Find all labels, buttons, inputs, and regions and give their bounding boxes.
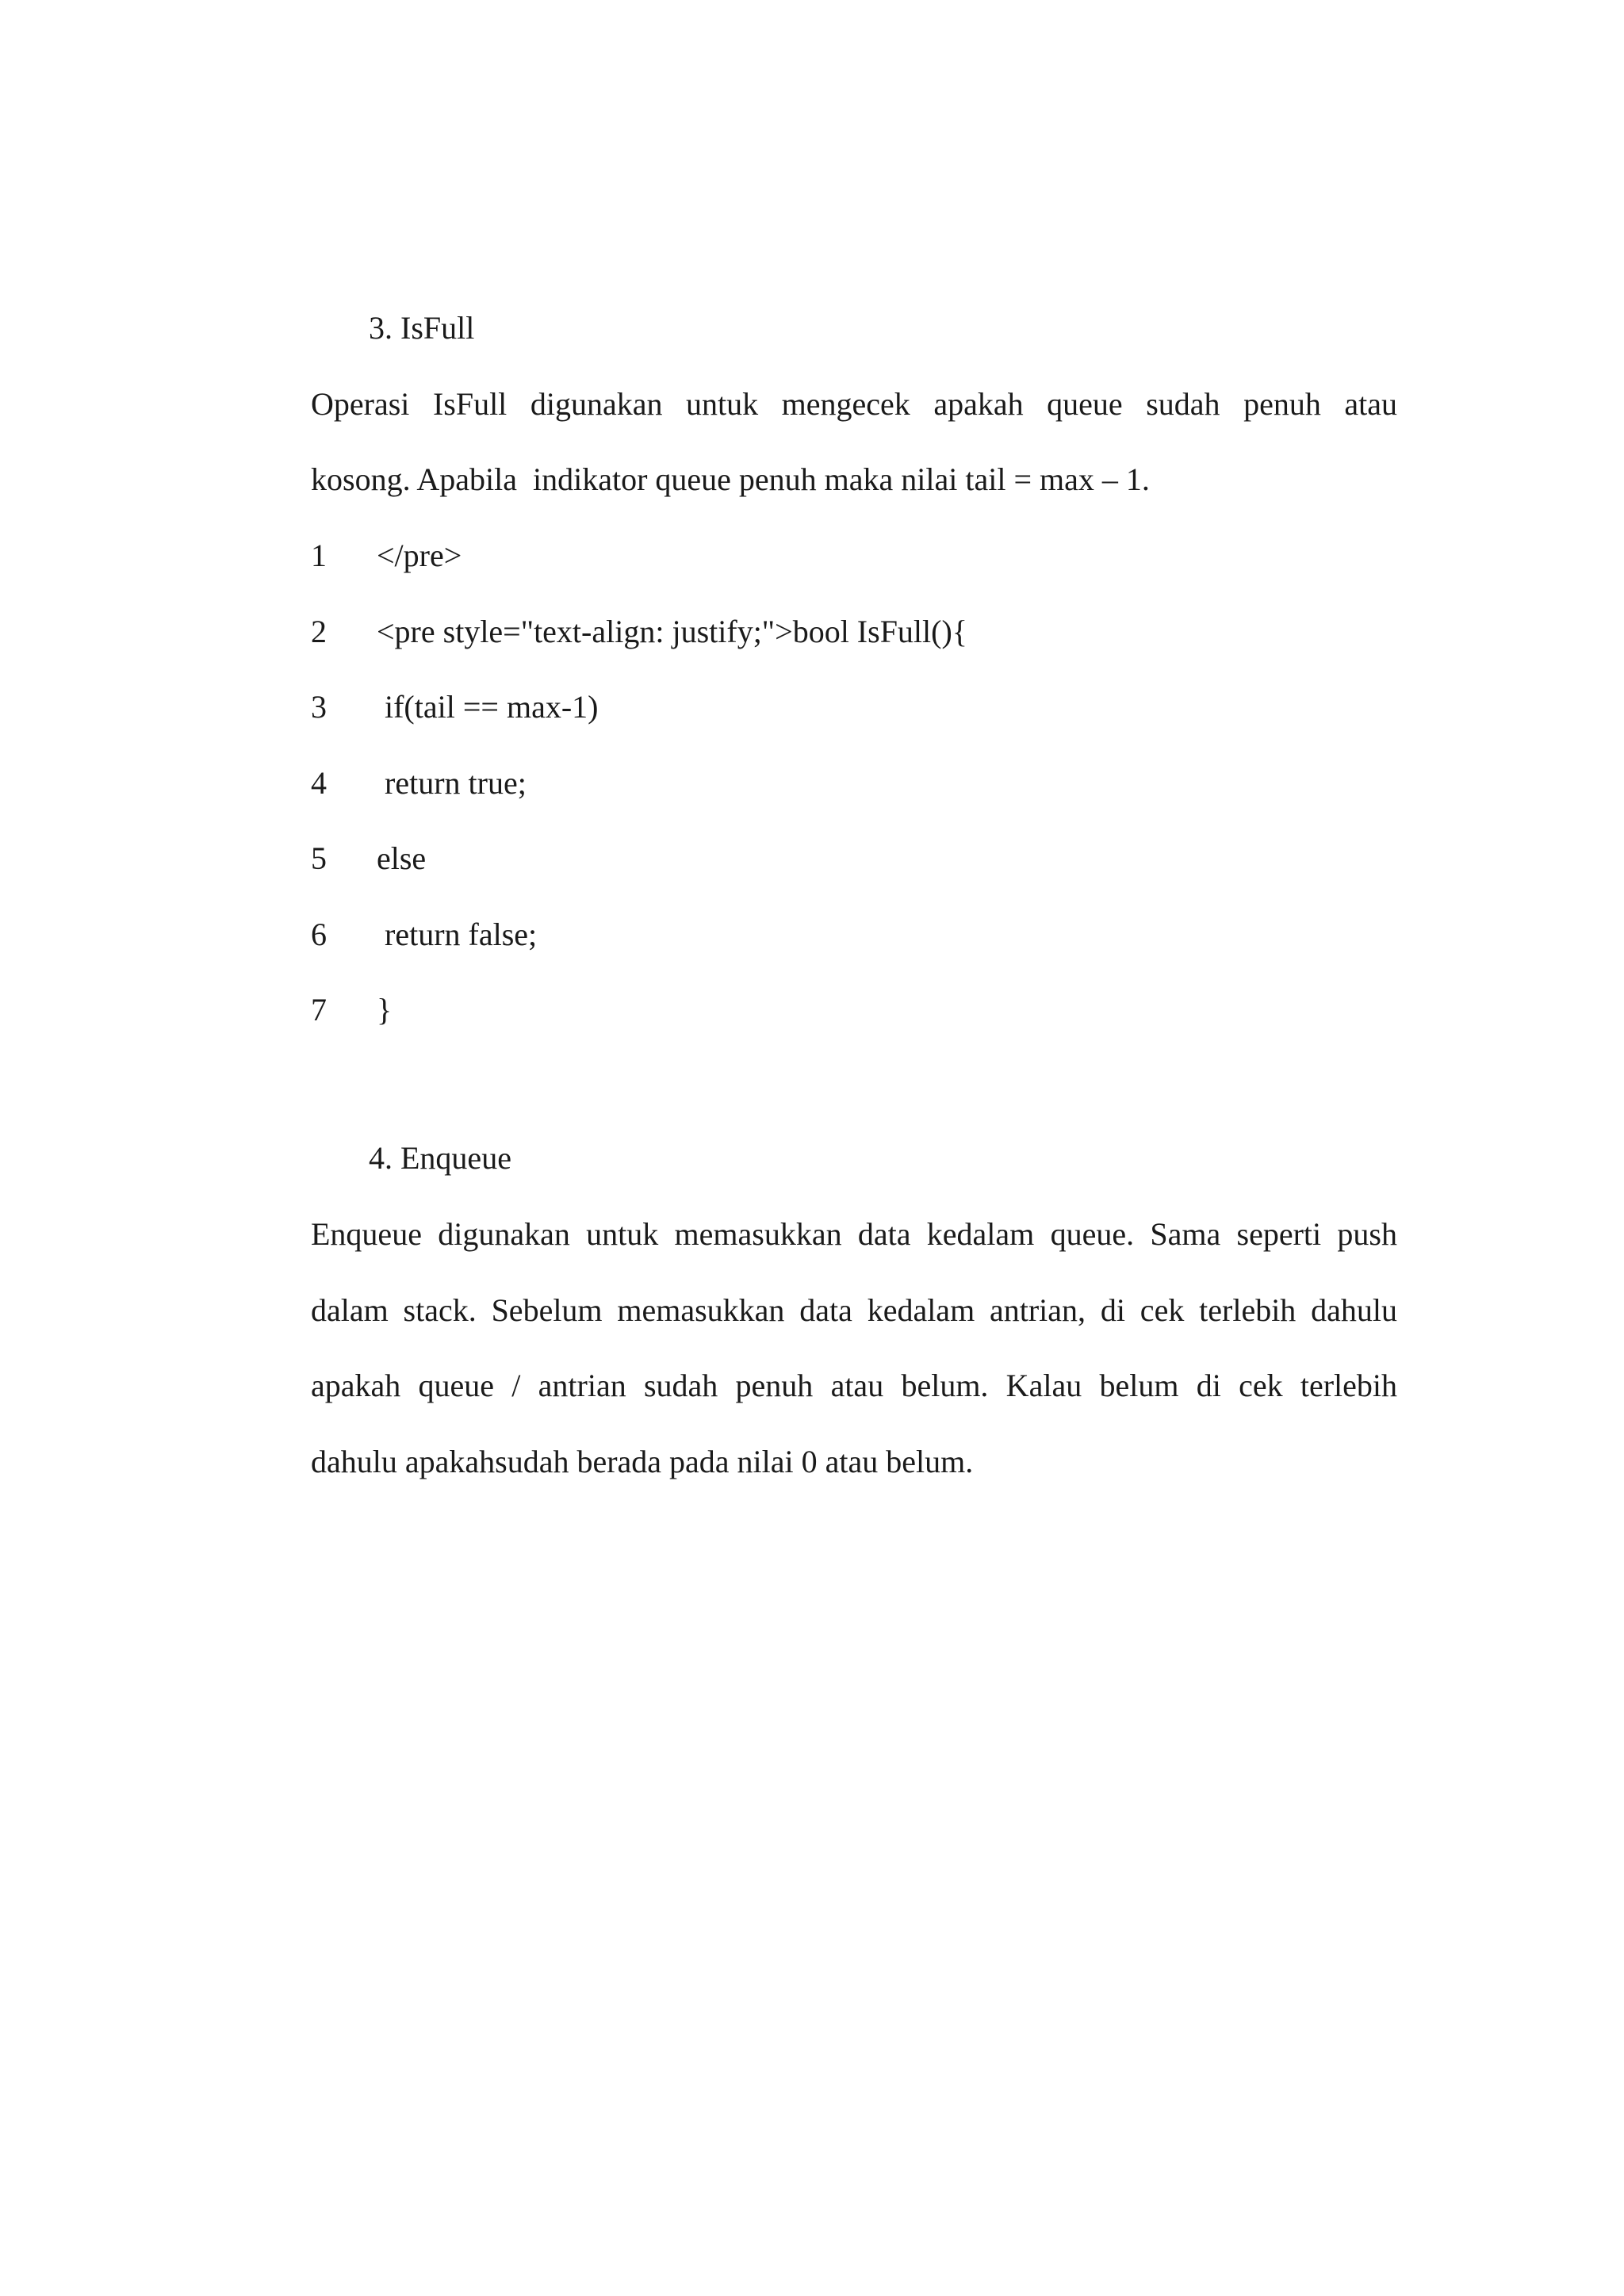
isfull-paragraph-line-2: kosong. Apabila indikator queue penuh maka nilai tail = max – 1. [311,461,1150,497]
section-heading-enqueue: 4. Enqueue [369,1140,511,1176]
enqueue-paragraph-line-2: dalam stack. Sebelum memasukkan data kedalam antrian, di cek terlebih dahulu [311,1292,1397,1328]
code-line-number: 2 [311,614,327,649]
code-line-number: 4 [311,765,327,801]
code-line-text: </pre> [377,538,462,573]
enqueue-paragraph-line-4: dahulu apakahsudah berada pada nilai 0 atau belum. [311,1444,974,1479]
enqueue-paragraph-line-1: Enqueue digunakan untuk memasukkan data kedalam queue. Sama seperti push [311,1216,1397,1252]
code-line-text: return false; [377,916,538,952]
section-heading-isfull: 3. IsFull [369,310,475,346]
code-line-text: } [377,992,393,1027]
code-line-text: return true; [377,765,527,801]
code-line-number: 5 [311,840,327,876]
code-line-number: 1 [311,538,327,573]
code-line-text: else [377,840,427,876]
isfull-paragraph-line-1: Operasi IsFull digunakan untuk mengecek apakah queue sudah penuh atau [311,386,1397,422]
code-line-text: <pre style="text-align: justify;">bool IsFull(){ [377,614,967,649]
enqueue-paragraph-line-3: apakah queue / antrian sudah penuh atau belum. Kalau belum di cek terlebih [311,1368,1397,1403]
code-line-number: 3 [311,689,327,725]
code-line-number: 7 [311,992,327,1027]
code-line-text: if(tail == max-1) [377,689,599,725]
code-line-number: 6 [311,916,327,952]
